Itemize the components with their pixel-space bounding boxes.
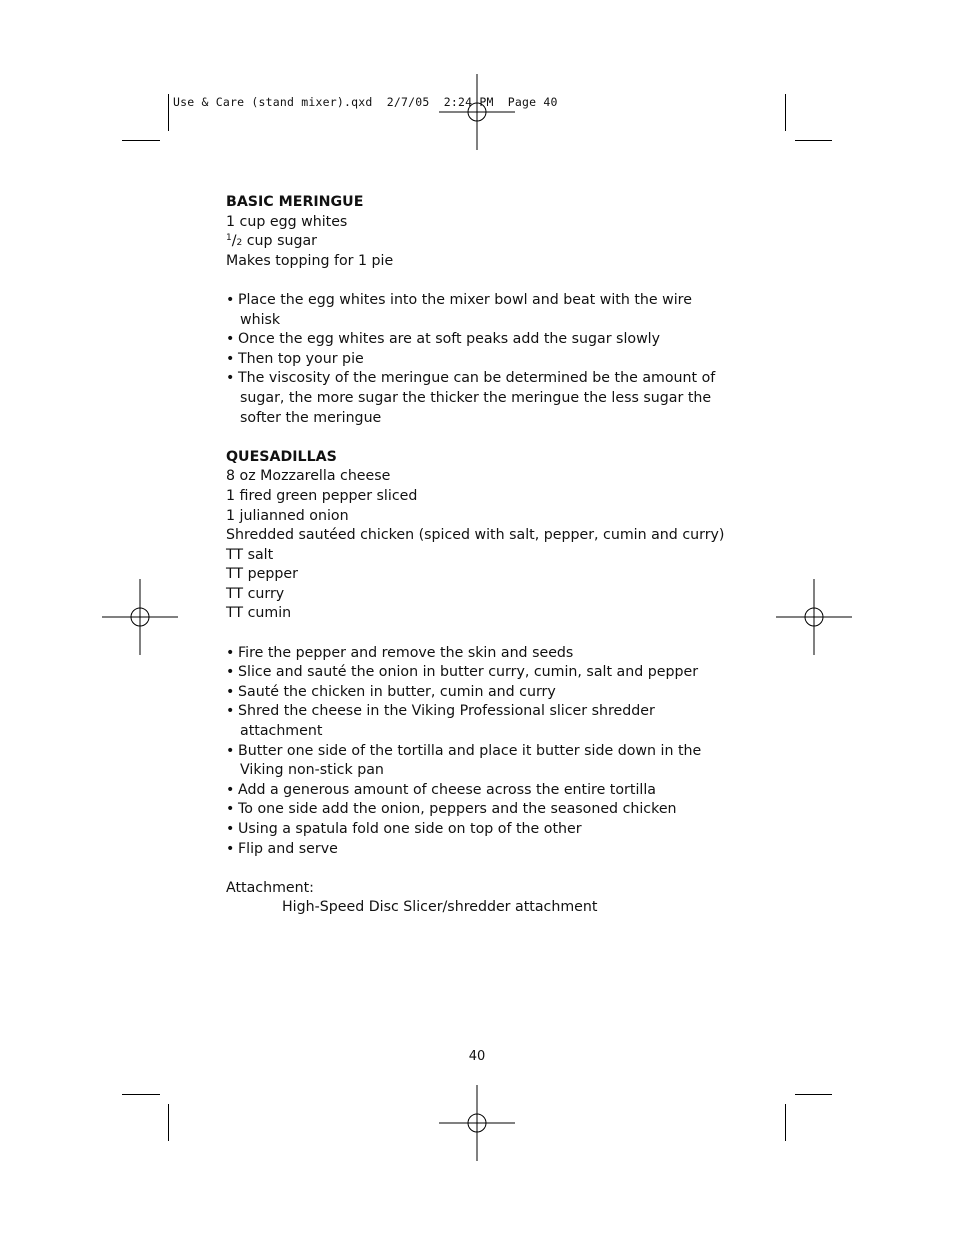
meringue-steps-list [226, 291, 726, 428]
ingredient-line: 1 cup egg whites [226, 213, 348, 230]
bullet-icon: • [226, 781, 235, 798]
registration-mark-icon [439, 1085, 515, 1161]
step-text: Using a spatula fold one side on top of the other [238, 821, 582, 837]
print-slug-line: Use & Care (stand mixer).qxd 2/7/05 2:24 PM Page 40 [173, 95, 558, 109]
page-number: 40 [468, 1049, 486, 1064]
bullet-icon: • [226, 683, 235, 700]
step-text: Add a generous amount of cheese across the entire tortilla [238, 781, 656, 798]
step-text: Slice and sauté the onion in butter curry, cumin, salt and pepper [238, 664, 699, 681]
recipe-title-quesadillas: QUESADILLAS [226, 448, 337, 465]
step-item [226, 291, 726, 330]
ingredient-line: Shredded sautéed chicken (spiced with salt, pepper, cumin and curry) [226, 527, 725, 544]
ingredient-line: TT pepper [226, 566, 298, 583]
bullet-icon: • [226, 291, 235, 308]
step-text: Fire the pepper and remove the skin and seeds [238, 644, 574, 661]
step-item [226, 800, 726, 820]
step-item [226, 781, 726, 801]
step-text: Shred the cheese in the Viking Professional slicer shredder attachment [238, 703, 655, 740]
spacer [226, 624, 726, 644]
bullet-icon: • [226, 801, 235, 818]
bullet-icon: • [226, 703, 235, 720]
step-item [226, 644, 726, 664]
step-item [226, 742, 726, 781]
crop-mark-icon [122, 1094, 160, 1095]
recipe-yield: Makes topping for 1 pie [226, 252, 394, 269]
bullet-icon: • [226, 742, 235, 759]
spacer [226, 428, 726, 448]
bullet-icon: • [226, 821, 235, 837]
ingredient-line: 1 julianned onion [226, 507, 349, 524]
step-text: Sauté the chicken in butter, cumin and curry [238, 683, 556, 700]
step-text: The viscosity of the meringue can be determined be the amount of sugar, the more sugar the thicker the meringue the less sugar the softer the meringue [238, 370, 716, 426]
bullet-icon: • [226, 840, 235, 857]
step-item [226, 702, 726, 741]
crop-mark-icon [795, 1094, 832, 1095]
crop-mark-icon [785, 94, 786, 131]
ingredient-line: TT curry [226, 585, 285, 602]
crop-mark-icon [168, 1104, 169, 1141]
registration-mark-icon [102, 579, 178, 655]
step-item [226, 820, 726, 840]
fraction-denominator: 2 [236, 238, 243, 249]
quesadillas-ingredients-list [226, 467, 726, 624]
bullet-icon: • [226, 350, 235, 367]
crop-mark-icon [795, 140, 832, 141]
step-item [226, 840, 726, 860]
ingredient-text: cup sugar [242, 233, 317, 250]
step-text: Flip and serve [238, 840, 338, 857]
step-item [226, 369, 726, 428]
crop-mark-icon [785, 1104, 786, 1141]
crop-mark-icon [122, 140, 160, 141]
registration-mark-icon [776, 579, 852, 655]
step-text: Then top your pie [238, 350, 364, 367]
registration-mark-icon [439, 74, 515, 150]
ingredient-line: 1 fired green pepper sliced [226, 487, 418, 504]
recipe-content [226, 193, 726, 918]
ingredient-line-sugar [226, 232, 726, 252]
spacer [226, 859, 726, 879]
fraction-numerator: 1 [226, 233, 232, 244]
recipe-title-basic-meringue: BASIC MERINGUE [226, 194, 364, 210]
quesadillas-steps-list [226, 644, 726, 860]
step-text: Once the egg whites are at soft peaks add the sugar slowly [238, 331, 661, 348]
step-item [226, 330, 726, 350]
bullet-icon: • [226, 331, 235, 348]
step-item [226, 683, 726, 703]
crop-mark-icon [168, 94, 169, 131]
ingredient-line: 8 oz Mozzarella cheese [226, 468, 391, 485]
step-text: To one side add the onion, peppers and the seasoned chicken [238, 801, 677, 818]
attachment-label: Attachment: [226, 879, 314, 896]
step-item [226, 663, 726, 683]
step-text: Place the egg whites into the mixer bowl and beat with the wire whisk [238, 291, 692, 328]
bullet-icon: • [226, 664, 235, 681]
ingredient-line: TT cumin [226, 605, 292, 622]
step-item [226, 350, 726, 370]
step-text: Butter one side of the tortilla and place it butter side down in the Viking non-stick pan [238, 742, 702, 779]
spacer [226, 271, 726, 291]
ingredient-line: TT salt [226, 546, 274, 563]
bullet-icon: • [226, 644, 235, 661]
attachment-value: High-Speed Disc Slicer/shredder attachment [282, 899, 598, 916]
fraction-slash: / [231, 233, 237, 250]
bullet-icon: • [226, 370, 235, 387]
